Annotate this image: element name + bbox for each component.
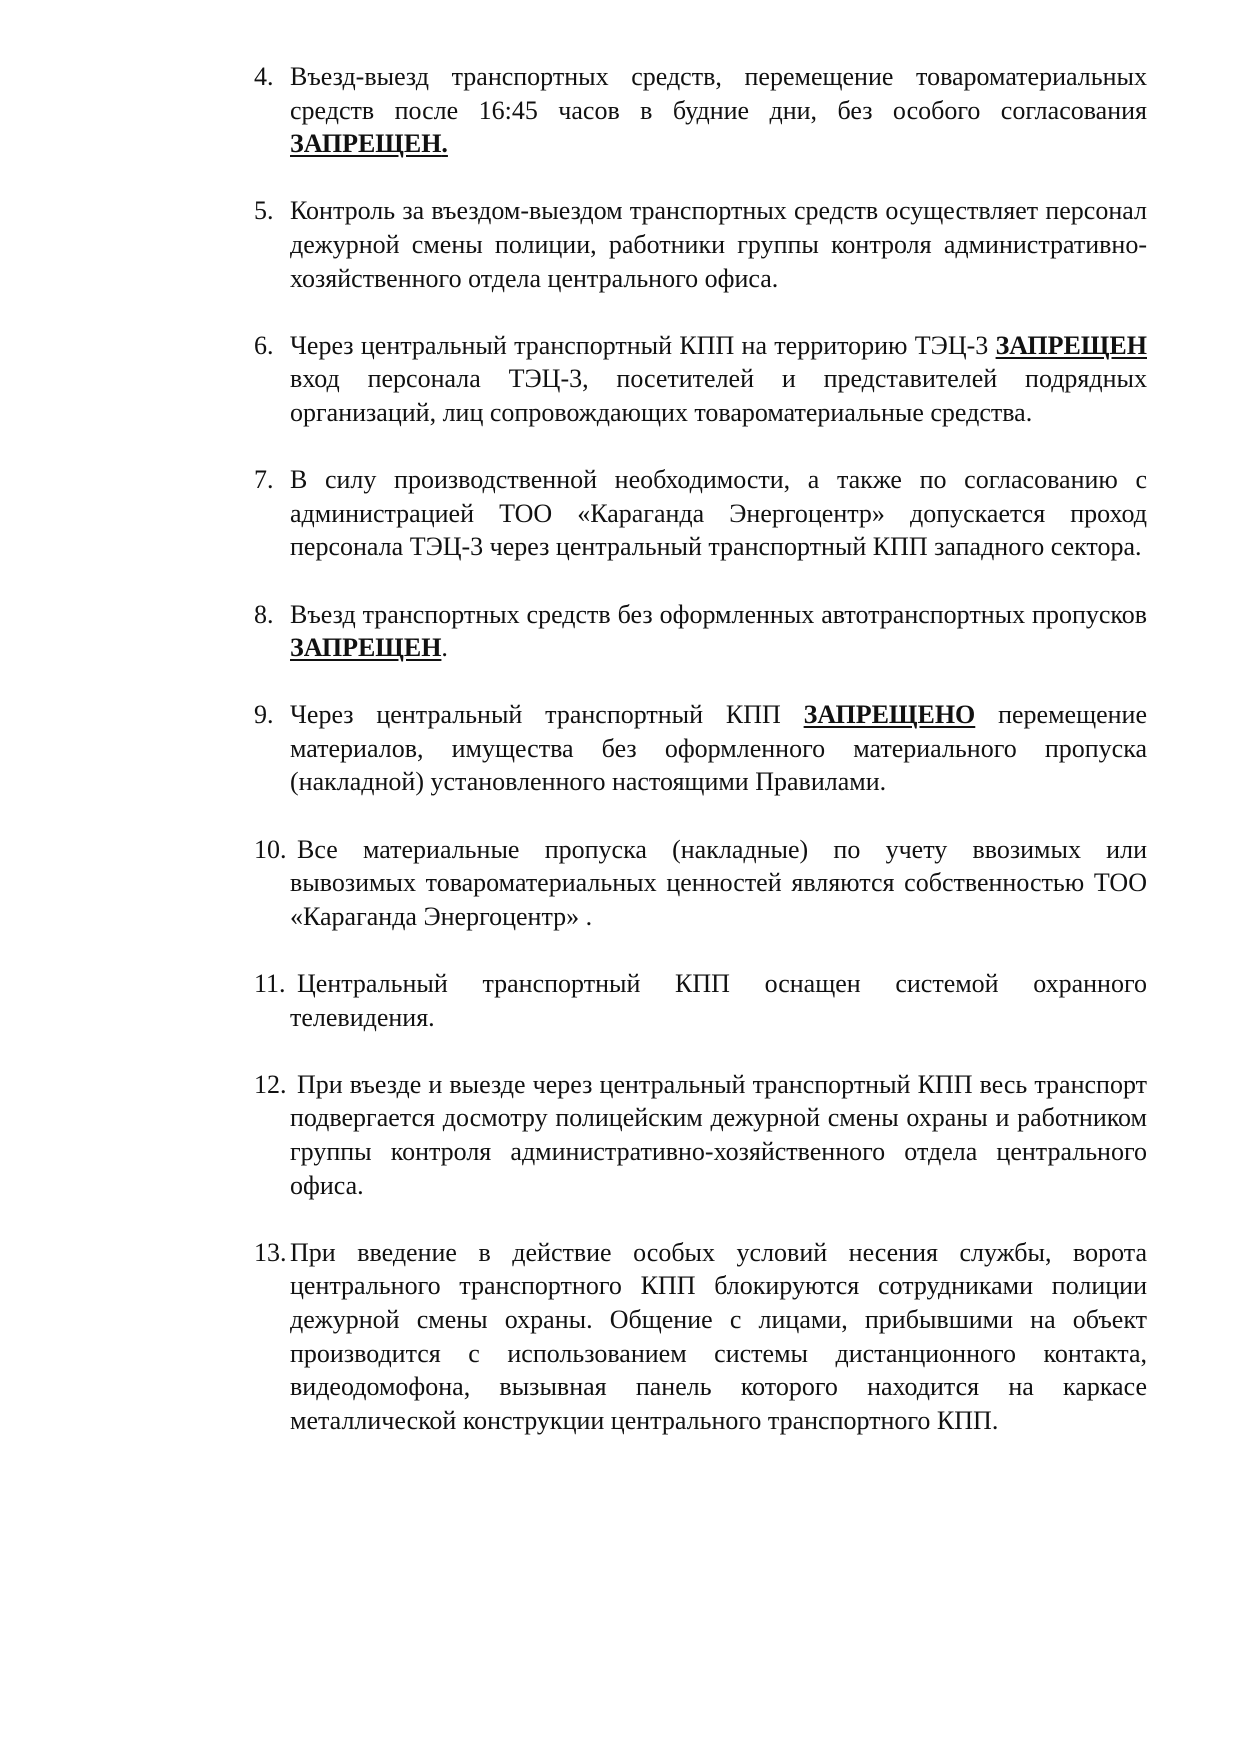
item-number: 7. xyxy=(254,465,274,495)
prohibited-emphasis: ЗАПРЕЩЕНО xyxy=(803,700,976,730)
text-segment: Через центральный транспортный КПП на территорию ТЭЦ-3 xyxy=(290,330,996,360)
rules-list xyxy=(0,60,1240,1471)
text-segment: При введение в действие особых условий несения службы, ворота центрального транспортного КПП блокируются сотрудниками полиции дежурной смены охраны. Общение с лицами, прибывшими на объект производится с использованием системы дистанционного контакта, видеодомофона, вызывная панель которого находится на каркасе металлической конструкции центрального транспортного КПП. xyxy=(290,1237,1147,1435)
item-number: 8. xyxy=(254,599,274,629)
text-segment: Через центральный транспортный КПП xyxy=(290,700,804,730)
item-text xyxy=(290,1236,1147,1438)
item-number: 11. xyxy=(254,969,286,999)
list-item xyxy=(0,463,1240,564)
list-item xyxy=(0,194,1240,295)
item-number: 9. xyxy=(254,700,274,730)
prohibited-emphasis: ЗАПРЕЩЕН xyxy=(290,129,442,159)
text-segment: Центральный транспортный КПП оснащен системой охранного телевидения. xyxy=(290,969,1147,1032)
emphasis-period: . xyxy=(441,129,448,159)
text-segment: В силу производственной необходимости, а также по согласованию с администрацией ТОО «Караганда Энергоцентр» допускается проход персонала ТЭЦ-3 через центральный транспортный КПП западного сектора. xyxy=(290,465,1147,562)
item-number: 6. xyxy=(254,330,274,360)
list-item xyxy=(0,833,1240,934)
text-segment: Контроль за въездом-выездом транспортных средств осуществляет персонал дежурной смены полиции, работники группы контроля административно-хозяйственного отдела центрального офиса. xyxy=(290,196,1147,293)
item-number: 10. xyxy=(254,834,287,864)
item-number: 5. xyxy=(254,196,274,226)
list-item xyxy=(0,1236,1240,1438)
item-text xyxy=(290,194,1147,295)
item-text xyxy=(290,698,1147,799)
list-item xyxy=(0,698,1240,799)
text-segment: . xyxy=(441,633,448,663)
item-text xyxy=(290,60,1147,161)
item-text xyxy=(290,967,1147,1034)
list-item xyxy=(0,598,1240,665)
item-number: 12. xyxy=(254,1069,287,1099)
item-text xyxy=(290,598,1147,665)
list-item xyxy=(0,60,1240,161)
text-segment: При въезде и выезде через центральный транспортный КПП весь транспорт подвергается досмотру полицейским дежурной смены охраны и работником группы контроля административно-хозяйственного отдела центрального офиса. xyxy=(290,1069,1147,1200)
list-item xyxy=(0,329,1240,430)
list-item xyxy=(0,967,1240,1034)
prohibited-emphasis: ЗАПРЕЩЕН xyxy=(995,330,1147,360)
prohibited-emphasis: ЗАПРЕЩЕН xyxy=(290,633,442,663)
item-number: 4. xyxy=(254,62,274,91)
text-segment: Въезд транспортных средств без оформленных автотранспортных пропусков xyxy=(290,599,1147,629)
item-text xyxy=(290,833,1147,934)
list-item xyxy=(0,1068,1240,1202)
item-text xyxy=(290,329,1147,430)
item-text xyxy=(290,1068,1147,1202)
text-segment: Въезд-выезд транспортных средств, перемещение товароматериальных средств после 16:45 часов в будние дни, без особого согласования xyxy=(290,62,1147,125)
item-text xyxy=(290,463,1147,564)
text-segment: вход персонала ТЭЦ-3, посетителей и представителей подрядных организаций, лиц сопровождающих товароматериальные средства. xyxy=(290,364,1147,427)
text-segment: перемещение материалов, имущества без оформленного материального пропуска (накладной) установленного настоящими Правилами. xyxy=(290,700,1148,797)
item-number: 13. xyxy=(254,1237,287,1267)
text-segment: Все материальные пропуска (накладные) по учету ввозимых или вывозимых товароматериальных ценностей являются собственностью ТОО «Караганда Энергоцентр» . xyxy=(290,834,1147,931)
